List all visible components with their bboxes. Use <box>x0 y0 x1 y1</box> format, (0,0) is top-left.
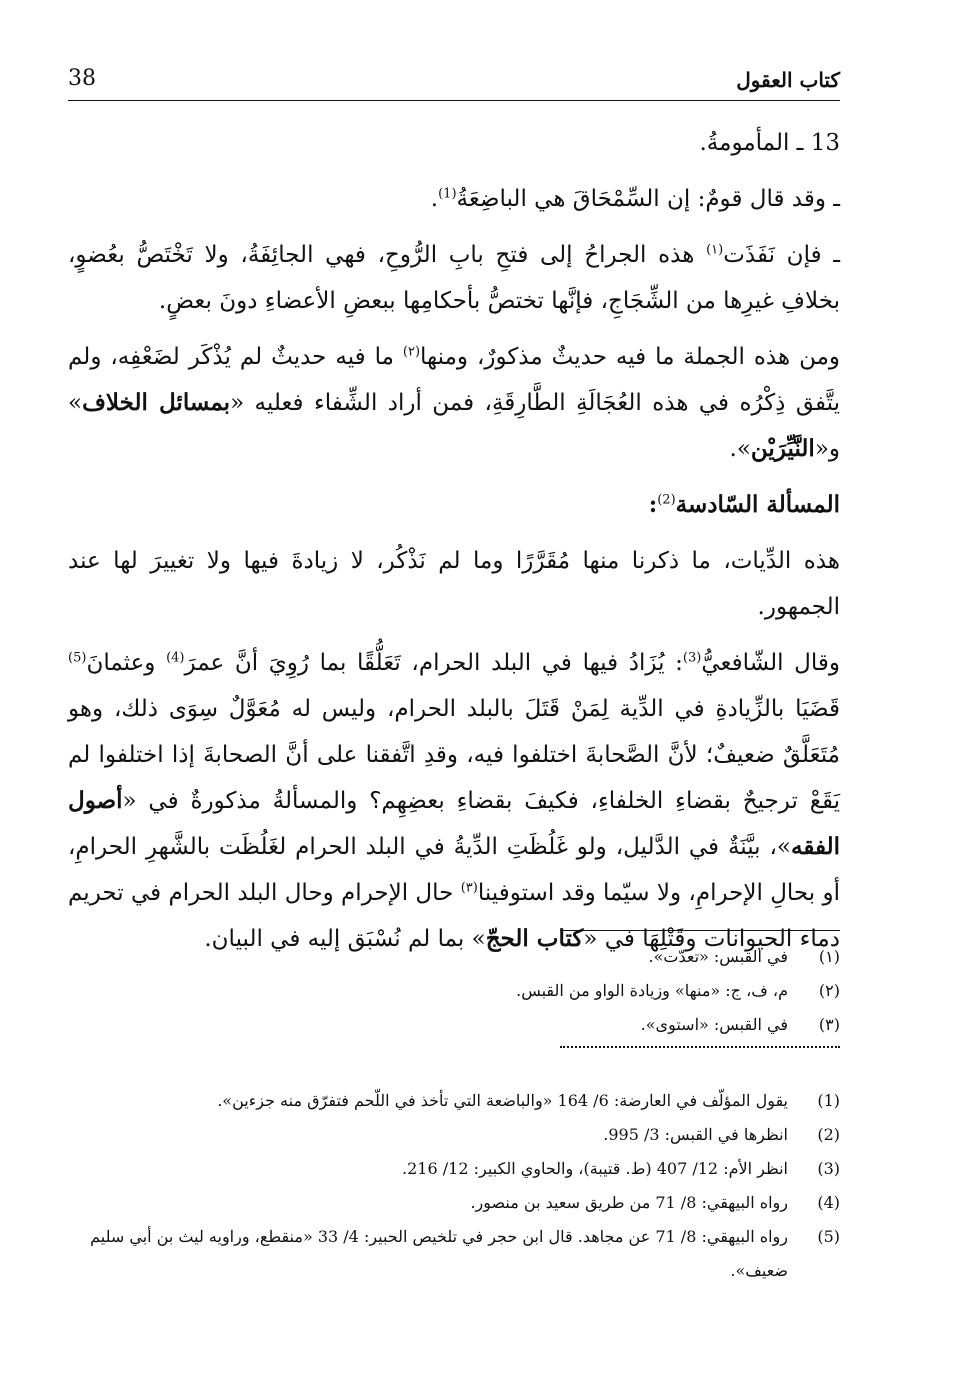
footnote-text: يقول المؤلّف في العارضة: 6/ 164 «والباضعة التي تأخذ في اللّحم فتفرّق منه جزءين». <box>217 1091 788 1110</box>
footnotes-rule <box>560 930 840 931</box>
footnote-text: في القبس: «استوى». <box>640 1015 788 1034</box>
footnote-item <box>68 1084 840 1118</box>
paragraph-text: قَضَيَا بالزِّيادةِ في الدِّية لِمَنْ قَتَلَ بالبلد الحرام، وليس له مُعَوَّلٌ سِوَى ذلك، وهو مُتَعَلَّقٌ ضعيفٌ؛ لأنَّ الصَّحابةَ اختلفوا فيه، وقدِ اتَّفقنا على أنَّ الصحابةَ إذا اختلفوا لم يَقَعْ ترجيحٌ بقضاءِ الخلفاءِ، فكيفَ بقضاءِ بعضِهِم؟ والمسألةُ مذكورةٌ في « <box>68 696 840 814</box>
book-title-masail: بمسائل الخلاف <box>82 389 231 416</box>
paragraph-text: وعثمانَ <box>86 650 167 676</box>
variant-ref: (١) <box>706 242 724 258</box>
footnote-item <box>68 1008 840 1042</box>
dotted-separator <box>560 1046 840 1056</box>
reference-notes <box>68 1084 840 1288</box>
main-text <box>68 120 840 972</box>
footnote-text: انظرها في القبس: 3/ 995. <box>603 1125 788 1144</box>
header-rule <box>68 100 840 101</box>
paragraph-shafii <box>68 640 840 962</box>
paragraph-hadith <box>68 334 840 472</box>
paragraph-jaifa <box>68 232 840 324</box>
paragraph-item-13 <box>68 120 840 166</box>
paragraph-text: » و« <box>68 390 840 462</box>
footnote-number: (2) <box>817 1125 840 1144</box>
variant-notes <box>68 940 840 1042</box>
paragraph-text: حال الإحرام وحال البلد الحرام في تحريم دماء الحيوانات وقَتْلِهَا في « <box>68 880 840 952</box>
paragraph-text: . <box>430 186 439 212</box>
variant-ref: (٢) <box>402 344 421 360</box>
heading-text: المسألة السّادسة <box>675 491 840 518</box>
paragraph-text: ـ فإن نَفَذَت <box>723 242 840 268</box>
footnote-ref: (1) <box>438 186 457 202</box>
footnote-number: (3) <box>817 1159 840 1178</box>
footnote-number: (١) <box>818 947 840 966</box>
footnote-item <box>68 974 840 1008</box>
heading-tail: : <box>648 491 658 518</box>
footnote-text: رواه البيهقي: 8/ 71 من طريق سعيد بن منصور. <box>470 1193 788 1212</box>
footnote-text: انظر الأم: 12/ 407 (ط. قتيبة)، والحاوي الكبير: 12/ 216. <box>402 1159 788 1178</box>
paragraph-simhaq <box>68 176 840 222</box>
book-title-nayyirayn: النَّيِّرَيْن <box>750 435 815 462</box>
footnote-number: (٣) <box>818 1015 840 1034</box>
footnote-number: (4) <box>817 1193 840 1212</box>
paragraph-diyat <box>68 538 840 630</box>
book-title-hajj: كتاب الحجّ <box>485 925 584 952</box>
paragraph-text: ومن هذه الجملة ما فيه حديثٌ مذكورٌ، ومنها <box>420 344 840 370</box>
footnote-item <box>68 1152 840 1186</box>
page-number: 38 <box>68 66 96 91</box>
footnote-item <box>68 1186 840 1220</box>
footnote-ref: (5) <box>68 650 87 666</box>
footnote-ref: (4) <box>166 650 185 666</box>
paragraph-text: 13 ـ المأمومةُ. <box>699 130 840 156</box>
footnote-text: في القبس: «تعدّت». <box>648 947 788 966</box>
paragraph-text: ـ وقد قال قومٌ: إن السِّمْحَاقَ هي الباضِعَةُ <box>456 186 840 212</box>
footnote-number: (٢) <box>818 981 840 1000</box>
footnote-item <box>68 1118 840 1152</box>
footnote-item <box>68 940 840 974</box>
variant-ref: (٣) <box>460 880 478 896</box>
footnote-number: (1) <box>817 1091 840 1110</box>
running-title: كتاب العقول <box>736 68 840 92</box>
page-header <box>68 60 840 100</box>
footnote-ref: (3) <box>682 650 702 666</box>
footnote-number: (5) <box>817 1227 840 1246</box>
footnote-ref: (2) <box>657 492 676 508</box>
paragraph-text: ». <box>729 436 751 462</box>
footnote-item <box>68 1220 840 1288</box>
paragraph-text: : يُزَادُ فيها في البلد الحرام، تَعَلُّقًا بما رُوِيَ أنَّ عمرَ <box>184 650 683 676</box>
section-heading <box>68 482 840 528</box>
book-title-usul: أصول الفقه <box>68 787 840 860</box>
footnote-text: م، ف، ج: «منها» وزيادة الواو من القبس. <box>516 981 788 1000</box>
footnote-text: رواه البيهقي: 8/ 71 عن مجاهد. قال ابن حجر في تلخيص الحبير: 4/ 33 «منقطع، وراويه ليث بن أبي سليم ضعيف». <box>90 1227 788 1280</box>
paragraph-text: هذه الجراحُ إلى فتحِ بابِ الرُّوحِ، فهي الجائِفَةُ، ولا تَخْتَصُّ بعُضوٍ، بخلافِ غيرِها من الشِّجَاجِ، فإنَّها تختصُّ بأحكامِها ببعضِ الأعضاءِ دونَ بعضٍ. <box>68 242 840 314</box>
paragraph-text: ما فيه حديثٌ لم يُذْكَر لضَعْفِه، ولم يتَّفق ذِكْرُه في هذه العُجَالَةِ الطَّارِقَةِ، فمن أراد الشِّفاء فعليه « <box>68 344 840 416</box>
paragraph-text: »، بيَّنَةٌ في الدَّليل، ولو غَلُظَتِ الدِّيةُ في البلد الحرام لغَلُظَت بالشَّهرِ الحرامِ، أو بحالِ الإحرامِ، ولا سيّما وقد استوفينا <box>68 834 840 906</box>
paragraph-text: وقال الشّافعيُّ <box>701 650 840 676</box>
paragraph-text: » بما لم نُسْبَق إليه في البيان. <box>204 926 486 952</box>
paragraph-text: هذه الدِّيات، ما ذكرنا منها مُقَرَّرًا وما لم نَذْكُر، لا زيادةَ فيها ولا تغييرَ لها عند الجمهور. <box>68 548 840 620</box>
